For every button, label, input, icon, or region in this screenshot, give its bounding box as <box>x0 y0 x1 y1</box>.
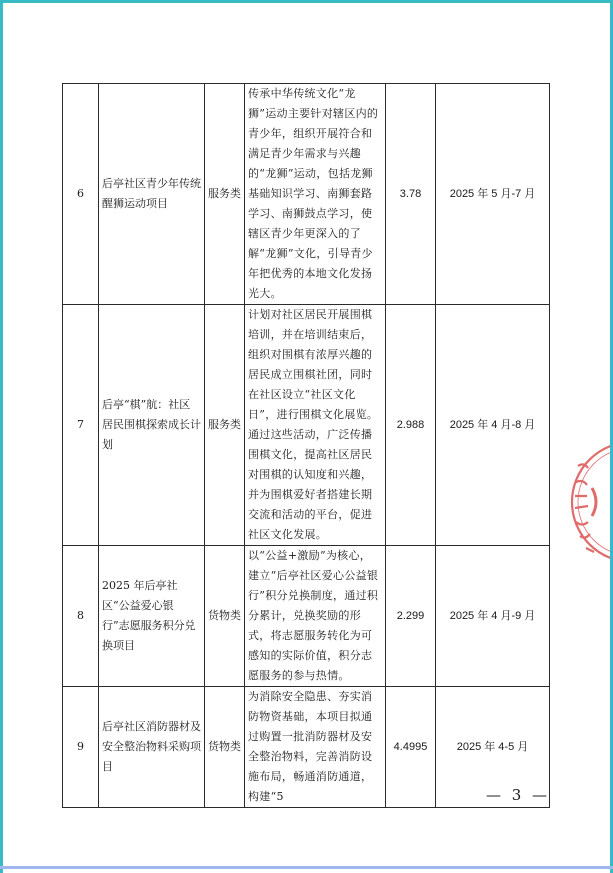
project-description: 传承中华传统文化“龙狮”运动主要针对辖区内的青少年，组织开展符合和满足青少年需求与兴趣的“龙狮”运动，包括龙狮基础知识学习、南狮套路学习、南狮鼓点学习，使辖区青少年更深入的了解“龙狮”文化，引导青少年把优秀的本地文化发扬光大。 <box>245 84 386 305</box>
seal-stamp-graphic <box>566 436 610 566</box>
project-name: 后亭社区消防器材及安全整治物料采购项目 <box>99 687 205 808</box>
project-type: 货物类 <box>205 687 245 808</box>
project-description: 计划对社区居民开展围棋培训，并在培训结束后，组织对围棋有浓厚兴趣的居民成立围棋社团，同时在社区设立“社区文化日”，进行围棋文化展览。通过这些活动，广泛传播围棋文化，提高社区居民对围棋的认知度和兴趣，并为围棋爱好者搭建长期交流和活动的平台，促进社区文化发展。 <box>245 305 386 546</box>
page-number: — 3 — <box>485 786 551 804</box>
project-amount: 4.4995 <box>386 687 436 808</box>
project-amount: 3.78 <box>386 84 436 305</box>
project-description: 以“公益+激励”为核心，建立“后亭社区爱心公益银行”积分兑换制度，通过积分累计，兑换奖励的形式，将志愿服务转化为可感知的实际价值，积分志愿服务的参与热情。 <box>245 546 386 687</box>
frame-left-border <box>0 0 3 873</box>
table-row <box>63 84 550 305</box>
official-seal-stamp <box>566 436 610 566</box>
project-name: 2025 年后亭社区“公益爱心银行”志愿服务积分兑换项目 <box>99 546 205 687</box>
table-row <box>63 305 550 546</box>
row-number: 9 <box>63 687 99 808</box>
project-description: 为消除安全隐患、夯实消防物资基础，本项目拟通过购置一批消防器材及安全整治物料，完善消防设施布局，畅通消防通道，构建“5 <box>245 687 386 808</box>
project-amount: 2.988 <box>386 305 436 546</box>
project-type: 货物类 <box>205 546 245 687</box>
project-type: 服务类 <box>205 84 245 305</box>
project-name: 后亭社区青少年传统醒狮运动项目 <box>99 84 205 305</box>
row-number: 6 <box>63 84 99 305</box>
row-number: 7 <box>63 305 99 546</box>
project-period: 2025 年 4 月-8 月 <box>436 305 550 546</box>
project-name: 后亭“棋”航：社区居民围棋探索成长计划 <box>99 305 205 546</box>
project-table <box>62 83 550 808</box>
row-number: 8 <box>63 546 99 687</box>
project-period: 2025 年 4-5 月 <box>436 687 550 808</box>
project-period: 2025 年 4 月-9 月 <box>436 546 550 687</box>
table-row <box>63 546 550 687</box>
project-period: 2025 年 5 月-7 月 <box>436 84 550 305</box>
project-amount: 2.299 <box>386 546 436 687</box>
project-type: 服务类 <box>205 305 245 546</box>
table-row <box>63 687 550 808</box>
frame-top-border <box>0 0 613 3</box>
frame-bottom-border <box>0 866 613 869</box>
